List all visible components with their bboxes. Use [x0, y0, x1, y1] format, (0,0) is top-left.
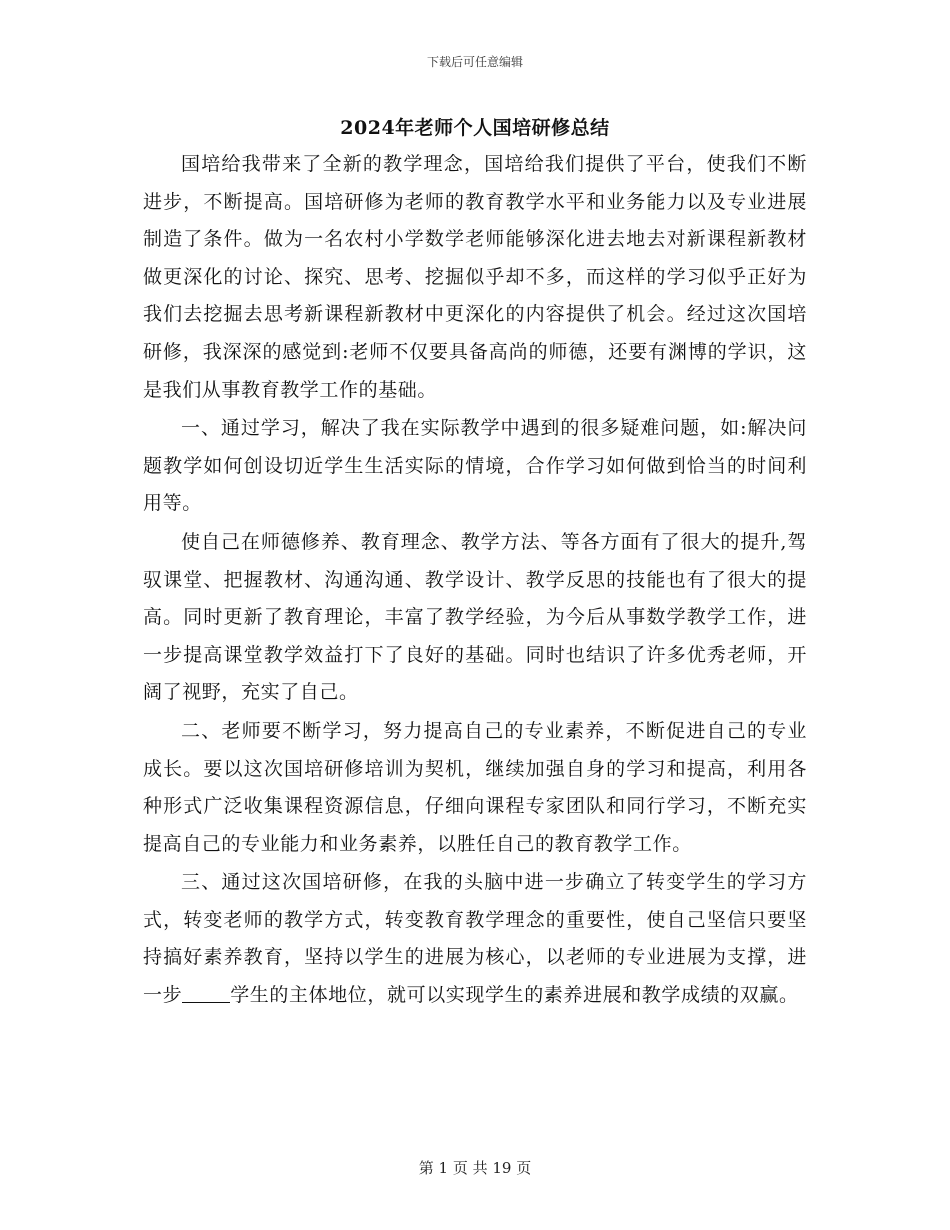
document-body [143, 146, 807, 1016]
download-note: 下载后可任意编辑 [426, 55, 523, 69]
paragraph-improvement: 使自己在师德修养、教育理念、教学方法、等各方面有了很大的提升,驾驭课堂、把握教材、沟通沟通、教学设计、教学反思的技能也有了很大的提高。同时更新了教育理论，丰富了教学经验，为今后从事数学教学工作，进一步提高课堂教学效益打下了良好的基础。同时也结识了许多优秀老师，开阔了视野，充实了自己。 [143, 530, 807, 704]
paragraph-point-two: 二、老师要不断学习，努力提高自己的专业素养，不断促进自己的专业成长。要以这次国培研修培训为契机，继续加强自身的学习和提高，利用各种形式广泛收集课程资源信息，仔细向课程专家团队和同行学习，不断充实提高自己的专业能力和业务素养，以胜任自己的教育教学工作。 [143, 719, 807, 855]
paragraph-point-three-part-b: 学生的主体地位，就可以实现学生的素养进展和教学成绩的双赢。 [230, 984, 799, 1007]
paragraph-point-one: 一、通过学习，解决了我在实际教学中遇到的很多疑难问题，如:解决问题教学如何创设切近学生生活实际的情境，合作学习如何做到恰当的时间利用等。 [143, 417, 807, 515]
paragraph-point-three-part-a: 三、通过这次国培研修，在我的头脑中进一步确立了转变学生的学习方式，转变老师的教学方式，转变教育教学理念的重要性，使自己坚信只要坚持搞好素养教育，坚持以学生的进展为核心，以老师的专业进展为支撑，进一步 [143, 871, 807, 1007]
page-number: 第 1 页 共 19 页 [418, 1159, 532, 1177]
paragraph-point-three [143, 864, 807, 1014]
document-title: 2024年老师个人国培研修总结 [340, 117, 610, 139]
fill-in-blank [182, 984, 230, 1003]
paragraph-intro: 国培给我带来了全新的教学理念，国培给我们提供了平台，使我们不断进步，不断提高。国培研修为老师的教育教学水平和业务能力以及专业进展制造了条件。做为一名农村小学数学老师能够深化进去地去对新课程新教材做更深化的讨论、探究、思考、挖掘似乎却不多，而这样的学习似乎正好为我们去挖掘去思考新课程新教材中更深化的内容提供了机会。经过这次国培研修，我深深的感觉到:老师不仅要具备高尚的师德，还要有渊博的学识，这是我们从事教育教学工作的基础。 [143, 153, 807, 401]
